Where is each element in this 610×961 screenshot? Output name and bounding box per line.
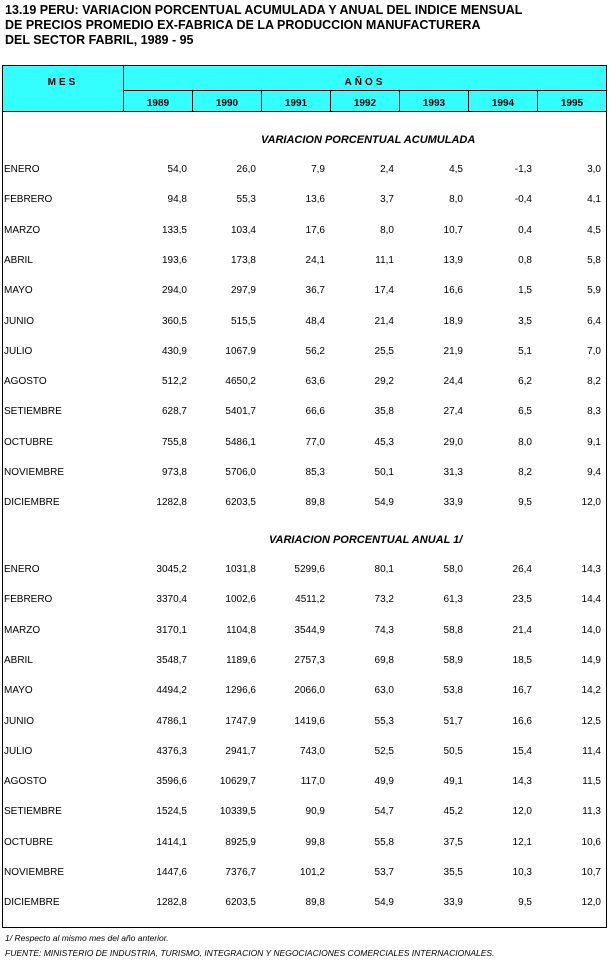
value-cell: 5299,6 bbox=[294, 564, 325, 575]
value-cell: 2066,0 bbox=[294, 685, 325, 696]
table-row bbox=[3, 625, 606, 639]
value-cell: 117,0 bbox=[300, 776, 325, 787]
table-row bbox=[3, 406, 606, 420]
month-label: ENERO bbox=[4, 164, 40, 175]
table-row bbox=[3, 285, 606, 299]
value-cell: 9,1 bbox=[587, 437, 601, 448]
value-cell: 297,9 bbox=[230, 285, 256, 296]
value-cell: 0,8 bbox=[518, 255, 532, 266]
value-cell: 10,7 bbox=[581, 867, 601, 878]
value-cell: 85,3 bbox=[305, 467, 325, 478]
table-row bbox=[3, 376, 606, 390]
table-row bbox=[3, 225, 606, 239]
value-cell: 10339,5 bbox=[219, 806, 256, 817]
month-label: SETIEMBRE bbox=[4, 806, 62, 817]
month-label: MARZO bbox=[4, 625, 41, 636]
value-cell: 21,9 bbox=[443, 346, 463, 357]
value-cell: 45,3 bbox=[374, 437, 394, 448]
value-cell: 103,4 bbox=[230, 225, 256, 236]
value-cell: 54,9 bbox=[374, 897, 394, 908]
value-cell: 3170,1 bbox=[156, 625, 187, 636]
value-cell: 0,4 bbox=[518, 225, 532, 236]
value-cell: 3045,2 bbox=[156, 564, 187, 575]
value-cell: 5,9 bbox=[587, 285, 601, 296]
value-cell: 24,4 bbox=[443, 376, 463, 387]
table-row bbox=[3, 346, 606, 360]
value-cell: 512,2 bbox=[161, 376, 187, 387]
value-cell: 45,2 bbox=[443, 806, 463, 817]
value-cell: 51,7 bbox=[443, 716, 463, 727]
value-cell: 3370,4 bbox=[156, 594, 187, 605]
value-cell: 8,2 bbox=[587, 376, 601, 387]
value-cell: 26,4 bbox=[512, 564, 532, 575]
value-cell: 101,2 bbox=[299, 867, 325, 878]
value-cell: 1189,6 bbox=[226, 655, 256, 666]
month-label: JUNIO bbox=[4, 716, 34, 727]
value-cell: 58,9 bbox=[443, 655, 463, 666]
page-title bbox=[5, 3, 522, 48]
value-cell: 7,0 bbox=[587, 346, 601, 357]
value-cell: 755,8 bbox=[161, 437, 187, 448]
value-cell: 21,4 bbox=[512, 625, 532, 636]
value-cell: 37,5 bbox=[443, 837, 463, 848]
value-cell: 3,0 bbox=[587, 164, 601, 175]
value-cell: 61,3 bbox=[443, 594, 463, 605]
month-label: NOVIEMBRE bbox=[4, 467, 65, 478]
value-cell: 5706,0 bbox=[225, 467, 256, 478]
value-cell: 23,5 bbox=[512, 594, 532, 605]
value-cell: 25,5 bbox=[374, 346, 394, 357]
value-cell: 14,0 bbox=[581, 625, 601, 636]
value-cell: 743,0 bbox=[299, 746, 325, 757]
month-label: JUNIO bbox=[4, 316, 34, 327]
value-cell: 10,7 bbox=[443, 225, 463, 236]
value-cell: 16,6 bbox=[512, 716, 532, 727]
value-cell: 56,2 bbox=[305, 346, 325, 357]
value-cell: 628,7 bbox=[161, 406, 187, 417]
value-cell: 31,3 bbox=[443, 467, 463, 478]
value-cell: 8925,9 bbox=[225, 837, 256, 848]
value-cell: 10629,7 bbox=[219, 776, 256, 787]
year-header: 1994 bbox=[491, 98, 515, 109]
table-row bbox=[3, 316, 606, 330]
value-cell: 29,0 bbox=[443, 437, 463, 448]
section-title: VARIACION PORCENTUAL ACUMULADA bbox=[261, 134, 476, 146]
year-header: 1991 bbox=[284, 98, 308, 109]
value-cell: 36,7 bbox=[305, 285, 325, 296]
value-cell: 6203,5 bbox=[225, 497, 256, 508]
table-row bbox=[3, 867, 606, 881]
source-note: FUENTE: MINISTERIO DE INDUSTRIA, TURISMO, INTEGRACION Y NEGOCIACIONES COMERCIALES INTERNACIONALES. bbox=[5, 948, 495, 958]
month-label: SETIEMBRE bbox=[4, 406, 62, 417]
value-cell: 55,8 bbox=[374, 837, 394, 848]
value-cell: 9,5 bbox=[518, 497, 532, 508]
value-cell: 4650,2 bbox=[225, 376, 256, 387]
table-row bbox=[3, 897, 606, 911]
value-cell: 54,9 bbox=[374, 497, 394, 508]
value-cell: 63,0 bbox=[374, 685, 394, 696]
value-cell: 11,1 bbox=[375, 255, 394, 266]
value-cell: 3,5 bbox=[518, 316, 532, 327]
value-cell: 5,1 bbox=[518, 346, 532, 357]
value-cell: 17,4 bbox=[374, 285, 394, 296]
value-cell: 12,0 bbox=[581, 497, 601, 508]
value-cell: 1419,6 bbox=[294, 716, 325, 727]
month-label: ABRIL bbox=[4, 655, 33, 666]
value-cell: 133,5 bbox=[161, 225, 187, 236]
table-row bbox=[3, 437, 606, 451]
title-line-2: DE PRECIOS PROMEDIO EX-FABRICA DE LA PRODUCCION MANUFACTURERA bbox=[5, 18, 481, 32]
value-cell: 55,3 bbox=[236, 194, 256, 205]
value-cell: 74,3 bbox=[374, 625, 394, 636]
value-cell: 17,6 bbox=[305, 225, 325, 236]
value-cell: 8,2 bbox=[518, 467, 532, 478]
data-table bbox=[2, 65, 607, 928]
value-cell: 7,9 bbox=[311, 164, 325, 175]
value-cell: 4,1 bbox=[587, 194, 601, 205]
value-cell: 48,4 bbox=[305, 316, 325, 327]
value-cell: 12,5 bbox=[581, 716, 601, 727]
value-cell: 10,6 bbox=[581, 837, 601, 848]
value-cell: 11,5 bbox=[582, 776, 601, 787]
month-label: NOVIEMBRE bbox=[4, 867, 65, 878]
value-cell: 63,6 bbox=[305, 376, 325, 387]
value-cell: 13,6 bbox=[305, 194, 325, 205]
value-cell: 4786,1 bbox=[156, 716, 187, 727]
value-cell: 9,5 bbox=[518, 897, 532, 908]
value-cell: 29,2 bbox=[374, 376, 394, 387]
table-row bbox=[3, 746, 606, 760]
value-cell: 7376,7 bbox=[225, 867, 256, 878]
value-cell: 16,7 bbox=[512, 685, 532, 696]
table-row bbox=[3, 164, 606, 178]
title-line-3: DEL SECTOR FABRIL, 1989 - 95 bbox=[5, 33, 194, 47]
value-cell: 1447,6 bbox=[156, 867, 187, 878]
value-cell: 3548,7 bbox=[156, 655, 187, 666]
value-cell: 58,8 bbox=[443, 625, 463, 636]
header-anos: AÑOS bbox=[344, 77, 386, 88]
month-label: DICIEMBRE bbox=[4, 497, 60, 508]
value-cell: 21,4 bbox=[374, 316, 394, 327]
value-cell: 58,0 bbox=[443, 564, 463, 575]
value-cell: 33,9 bbox=[443, 897, 463, 908]
value-cell: 1414,1 bbox=[156, 837, 187, 848]
value-cell: 8,0 bbox=[380, 225, 394, 236]
value-cell: 89,8 bbox=[305, 897, 325, 908]
value-cell: 360,5 bbox=[161, 316, 187, 327]
value-cell: 12,1 bbox=[512, 837, 532, 848]
value-cell: 14,4 bbox=[581, 594, 601, 605]
value-cell: 35,5 bbox=[443, 867, 463, 878]
value-cell: 52,5 bbox=[374, 746, 394, 757]
month-label: ABRIL bbox=[4, 255, 33, 266]
value-cell: 35,8 bbox=[374, 406, 394, 417]
value-cell: 193,6 bbox=[161, 255, 187, 266]
value-cell: 973,8 bbox=[161, 467, 187, 478]
value-cell: 3,7 bbox=[380, 194, 394, 205]
value-cell: 6,5 bbox=[518, 406, 532, 417]
value-cell: 15,4 bbox=[512, 746, 532, 757]
value-cell: 26,0 bbox=[236, 164, 256, 175]
value-cell: 173,8 bbox=[230, 255, 256, 266]
value-cell: 6,2 bbox=[518, 376, 532, 387]
value-cell: 14,3 bbox=[512, 776, 532, 787]
value-cell: 53,7 bbox=[374, 867, 394, 878]
value-cell: 90,9 bbox=[305, 806, 325, 817]
value-cell: 49,1 bbox=[443, 776, 463, 787]
table-row bbox=[3, 497, 606, 511]
value-cell: -0,4 bbox=[514, 194, 532, 205]
value-cell: 9,4 bbox=[587, 467, 601, 478]
table-row bbox=[3, 716, 606, 730]
month-label: JULIO bbox=[4, 746, 33, 757]
value-cell: 430,9 bbox=[161, 346, 187, 357]
year-header: 1995 bbox=[560, 98, 584, 109]
value-cell: 4511,2 bbox=[295, 594, 325, 605]
value-cell: 5486,1 bbox=[225, 437, 256, 448]
value-cell: 2757,3 bbox=[294, 655, 325, 666]
value-cell: 50,1 bbox=[374, 467, 394, 478]
value-cell: 294,0 bbox=[161, 285, 187, 296]
value-cell: 80,1 bbox=[374, 564, 394, 575]
table-row bbox=[3, 655, 606, 669]
value-cell: 77,0 bbox=[305, 437, 325, 448]
value-cell: 3544,9 bbox=[294, 625, 325, 636]
month-label: AGOSTO bbox=[4, 776, 47, 787]
value-cell: 8,3 bbox=[587, 406, 601, 417]
table-row bbox=[3, 194, 606, 208]
month-label: MAYO bbox=[4, 685, 33, 696]
value-cell: 2,4 bbox=[380, 164, 394, 175]
value-cell: 1282,8 bbox=[156, 897, 187, 908]
value-cell: 66,6 bbox=[305, 406, 325, 417]
value-cell: 69,8 bbox=[374, 655, 394, 666]
month-label: JULIO bbox=[4, 346, 33, 357]
value-cell: 515,5 bbox=[230, 316, 256, 327]
value-cell: 11,3 bbox=[582, 806, 601, 817]
section-title: VARIACION PORCENTUAL ANUAL 1/ bbox=[269, 534, 463, 546]
value-cell: 14,2 bbox=[581, 685, 601, 696]
value-cell: 5,8 bbox=[587, 255, 601, 266]
value-cell: 55,3 bbox=[374, 716, 394, 727]
value-cell: 3596,6 bbox=[156, 776, 187, 787]
year-header: 1992 bbox=[353, 98, 377, 109]
value-cell: 14,3 bbox=[581, 564, 601, 575]
value-cell: 16,6 bbox=[443, 285, 463, 296]
value-cell: 94,8 bbox=[167, 194, 187, 205]
value-cell: 1002,6 bbox=[225, 594, 256, 605]
value-cell: 54,7 bbox=[374, 806, 394, 817]
value-cell: 4,5 bbox=[587, 225, 601, 236]
table-row bbox=[3, 467, 606, 481]
value-cell: 73,2 bbox=[374, 594, 394, 605]
value-cell: 89,8 bbox=[305, 497, 325, 508]
value-cell: 49,9 bbox=[374, 776, 394, 787]
value-cell: 18,5 bbox=[512, 655, 532, 666]
header-mes: MES bbox=[47, 77, 79, 88]
value-cell: 1031,8 bbox=[225, 564, 256, 575]
year-header: 1990 bbox=[215, 98, 239, 109]
month-label: MARZO bbox=[4, 225, 41, 236]
table-row bbox=[3, 685, 606, 699]
value-cell: 1067,9 bbox=[225, 346, 256, 357]
month-label: FEBRERO bbox=[4, 594, 53, 605]
month-label: FEBRERO bbox=[4, 194, 53, 205]
value-cell: 5401,7 bbox=[225, 406, 256, 417]
table-row bbox=[3, 255, 606, 269]
title-line-1: 13.19 PERU: VARIACION PORCENTUAL ACUMULADA Y ANUAL DEL INDICE MENSUAL bbox=[5, 3, 523, 17]
year-header: 1989 bbox=[146, 98, 170, 109]
month-label: OCTUBRE bbox=[4, 837, 53, 848]
value-cell: 50,5 bbox=[443, 746, 463, 757]
footnote: 1/ Respecto al mismo mes del año anterior. bbox=[5, 933, 169, 943]
value-cell: 1747,9 bbox=[225, 716, 256, 727]
value-cell: 24,1 bbox=[305, 255, 325, 266]
value-cell: 2941,7 bbox=[225, 746, 256, 757]
table-row bbox=[3, 776, 606, 790]
value-cell: 4494,2 bbox=[156, 685, 187, 696]
value-cell: 1,5 bbox=[518, 285, 532, 296]
header-divider bbox=[124, 90, 606, 91]
value-cell: -1,3 bbox=[514, 164, 532, 175]
month-label: AGOSTO bbox=[4, 376, 47, 387]
table-row bbox=[3, 594, 606, 608]
month-label: MAYO bbox=[4, 285, 33, 296]
value-cell: 1524,5 bbox=[156, 806, 187, 817]
value-cell: 12,0 bbox=[581, 897, 601, 908]
value-cell: 18,9 bbox=[443, 316, 463, 327]
value-cell: 27,4 bbox=[443, 406, 463, 417]
year-header: 1993 bbox=[422, 98, 446, 109]
month-label: OCTUBRE bbox=[4, 437, 53, 448]
value-cell: 4376,3 bbox=[156, 746, 187, 757]
value-cell: 10,3 bbox=[512, 867, 532, 878]
value-cell: 11,4 bbox=[582, 746, 601, 757]
value-cell: 8,0 bbox=[449, 194, 463, 205]
value-cell: 53,8 bbox=[443, 685, 463, 696]
month-label: DICIEMBRE bbox=[4, 897, 60, 908]
table-row bbox=[3, 564, 606, 578]
table-row bbox=[3, 806, 606, 820]
value-cell: 1104,8 bbox=[226, 625, 256, 636]
value-cell: 14,9 bbox=[581, 655, 601, 666]
value-cell: 1282,8 bbox=[156, 497, 187, 508]
value-cell: 13,9 bbox=[443, 255, 463, 266]
value-cell: 12,0 bbox=[512, 806, 532, 817]
value-cell: 54,0 bbox=[167, 164, 187, 175]
value-cell: 99,8 bbox=[305, 837, 325, 848]
value-cell: 6203,5 bbox=[225, 897, 256, 908]
month-label: ENERO bbox=[4, 564, 40, 575]
value-cell: 4,5 bbox=[449, 164, 463, 175]
value-cell: 33,9 bbox=[443, 497, 463, 508]
value-cell: 8,0 bbox=[518, 437, 532, 448]
value-cell: 6,4 bbox=[587, 316, 601, 327]
value-cell: 1296,6 bbox=[225, 685, 256, 696]
table-row bbox=[3, 837, 606, 851]
